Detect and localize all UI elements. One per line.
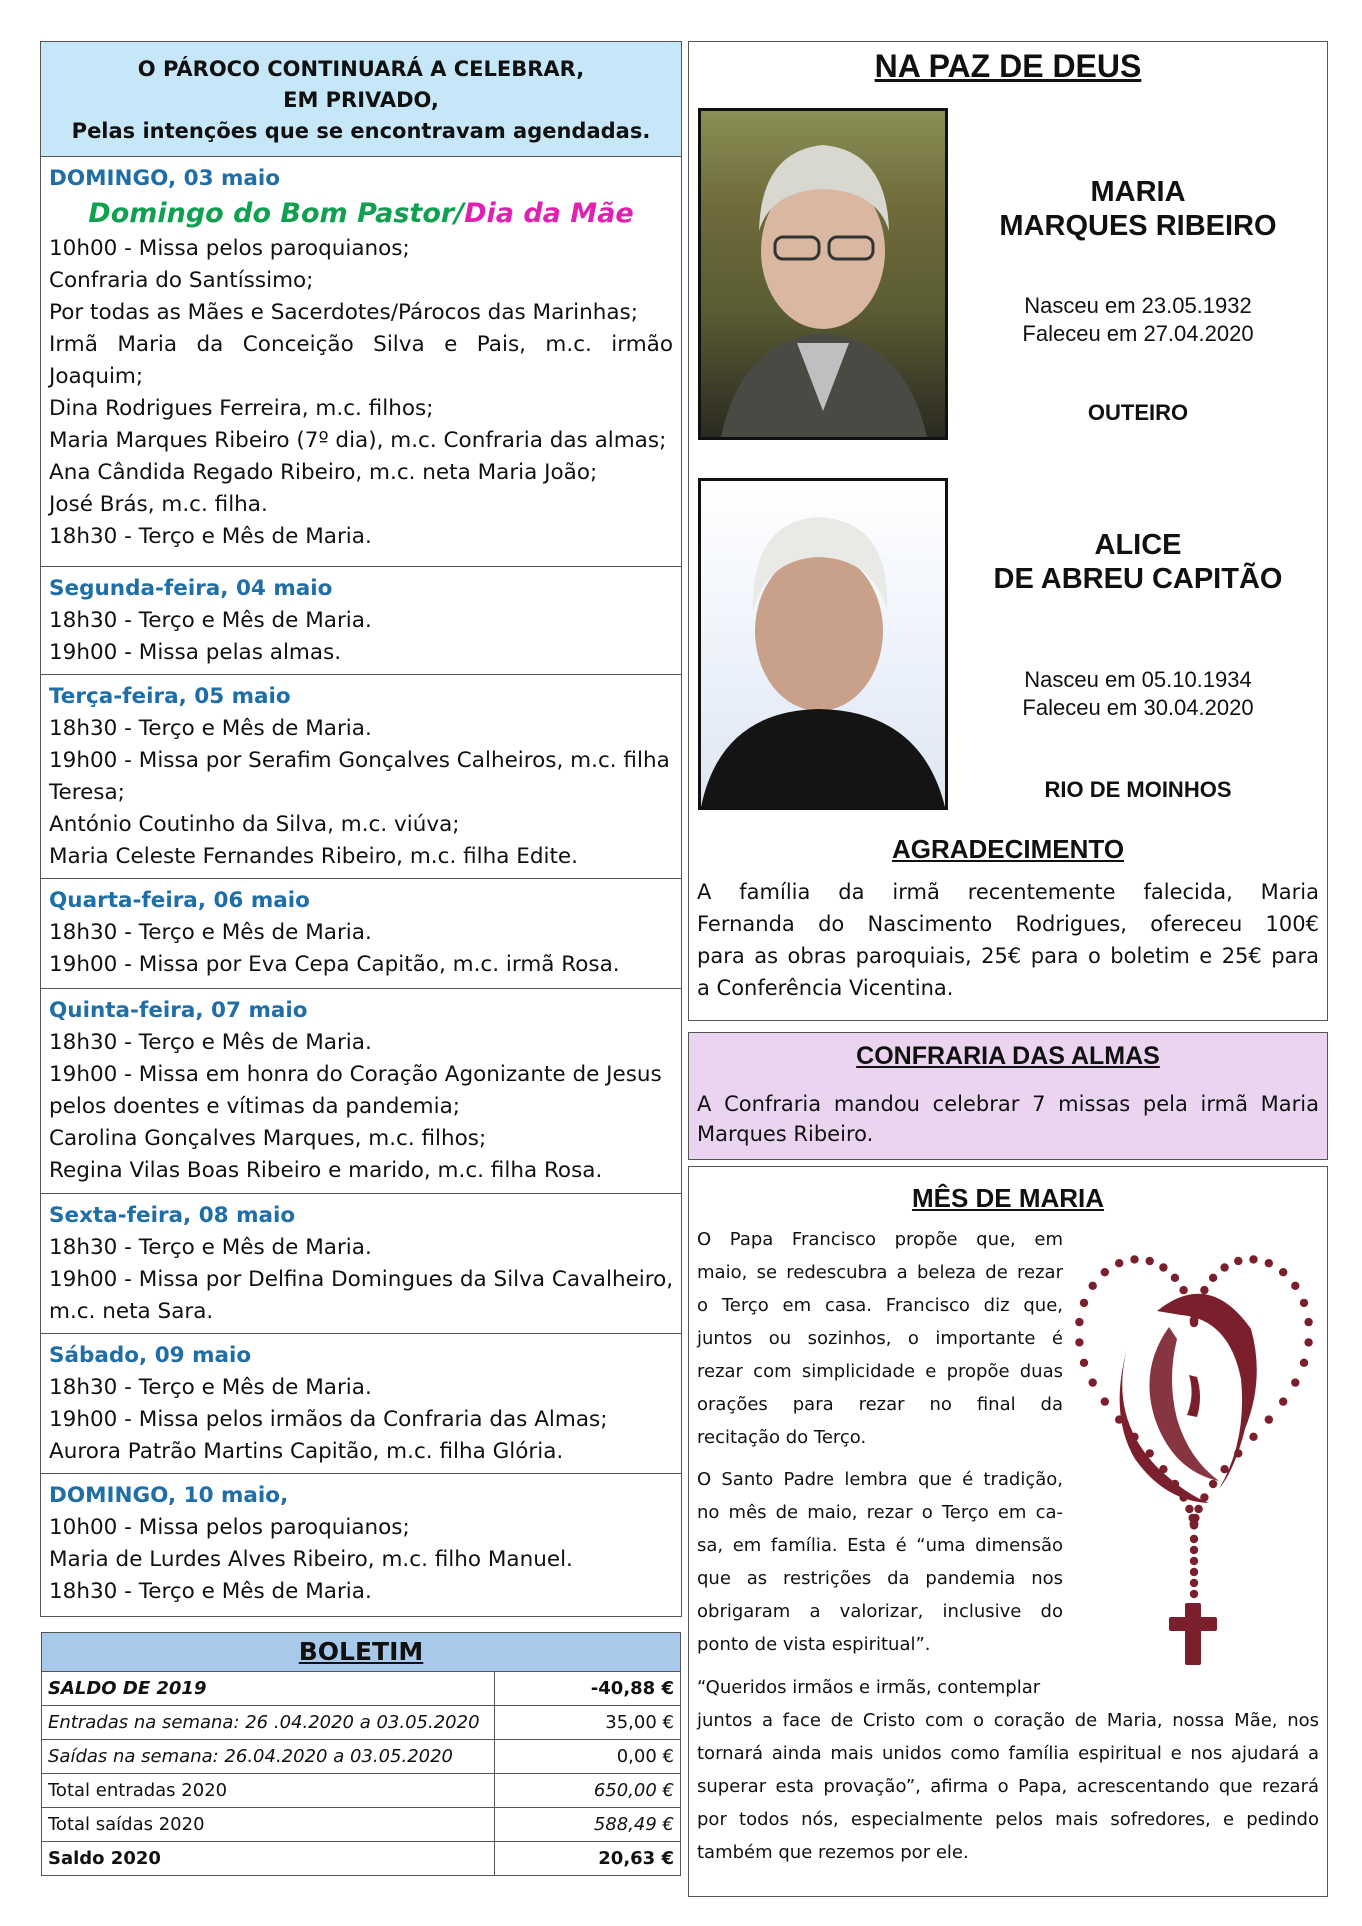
schedule-box <box>40 41 682 1617</box>
portrait-photo-maria <box>698 108 948 440</box>
name-line: MARQUES RIBEIRO <box>999 210 1277 242</box>
row-label: SALDO DE 2019 <box>42 1672 495 1706</box>
schedule-line: 18h30 - Terço e Mês de Maria. <box>49 1235 372 1260</box>
schedule-line: Regina Vilas Boas Ribeiro e marido, m.c. filha Rosa. <box>49 1158 603 1183</box>
day-heading: Sábado, 09 maio <box>49 1343 252 1368</box>
portrait-silhouette-icon <box>701 111 945 437</box>
row-label: Saldo 2020 <box>42 1842 495 1876</box>
died-date: Faleceu em 27.04.2020 <box>1022 321 1254 346</box>
schedule-line: 18h30 - Terço e Mês de Maria. <box>49 716 372 741</box>
obituary-dates-2 <box>957 666 1319 722</box>
schedule-line: Confraria do Santíssimo; <box>49 268 314 293</box>
paragraph-line: obrigaram a valorizar, inclusive do <box>697 1601 1063 1622</box>
day-heading: DOMINGO, 10 maio, <box>49 1483 289 1508</box>
boletim-title <box>41 1632 681 1672</box>
header-line: EM PRIVADO, <box>283 88 439 112</box>
schedule-header <box>41 42 681 156</box>
rosary-bead <box>1089 1282 1097 1290</box>
boletim-title-text: BOLETIM <box>298 1637 424 1666</box>
schedule-line: Ana Cândida Regado Ribeiro, m.c. neta Maria João; <box>49 460 598 485</box>
table-row <box>42 1740 681 1774</box>
obituary-name-2 <box>957 528 1319 596</box>
day-heading: Quinta-feira, 07 maio <box>49 998 308 1023</box>
rosary-bead <box>1185 1505 1193 1513</box>
table-row <box>42 1706 681 1740</box>
rosary-bead <box>1279 1268 1287 1276</box>
obituary-box <box>688 41 1328 1021</box>
subtitle-bom-pastor: Domingo do Bom Pastor/ <box>88 198 465 229</box>
rosary-bead <box>1291 1378 1299 1386</box>
schedule-line: 19h00 - Missa por Serafim Gonçalves Calheiros, m.c. filha <box>49 748 670 773</box>
confraria-title: CONFRARIA DAS ALMAS <box>856 1042 1160 1070</box>
rosary-bead <box>1146 1257 1154 1265</box>
paragraph-line: orações para rezar no final da <box>697 1394 1063 1415</box>
paragraph-line: A Confraria mandou celebrar 7 missas pela irmã Maria <box>697 1092 1319 1116</box>
paragraph-line: rezar com simplicidade e propõe duas <box>697 1361 1063 1382</box>
confraria-box <box>688 1032 1328 1160</box>
rosary-bead <box>1220 1465 1228 1473</box>
paragraph-line: tornará ainda mais unidos como família espiritual e nos ajudará a <box>697 1743 1319 1764</box>
obituary-dates-1 <box>957 292 1319 348</box>
schedule-line: Teresa; <box>49 780 125 805</box>
schedule-line: Carolina Gonçalves Marques, m.c. filhos; <box>49 1126 487 1151</box>
row-label: Total entradas 2020 <box>42 1774 495 1808</box>
rosary-bead <box>1220 1263 1228 1271</box>
schedule-line: Maria de Lurdes Alves Ribeiro, m.c. filho Manuel. <box>49 1547 573 1572</box>
day-block-sunday-10 <box>41 1473 681 1616</box>
schedule-line: 19h00 - Missa por Delfina Domingues da Silva Cavalheiro, <box>49 1267 674 1292</box>
paragraph-line: também que rezemos por ele. <box>697 1842 969 1863</box>
schedule-line: 19h00 - Missa por Eva Cepa Capitão, m.c. irmã Rosa. <box>49 952 620 977</box>
subtitle-dia-da-mae: Dia da Mãe <box>464 198 634 229</box>
schedule-line: 19h00 - Missa pelas almas. <box>49 640 342 665</box>
schedule-line: Irmã Maria da Conceição Silva e Pais, m.c. irmão <box>49 332 673 357</box>
rosary-bead <box>1209 1274 1217 1282</box>
row-value: 588,49 € <box>495 1808 681 1842</box>
name-line: MARIA <box>1090 176 1186 208</box>
row-value: 35,00 € <box>495 1706 681 1740</box>
paragraph-line: Marques Ribeiro. <box>697 1122 874 1146</box>
portrait-photo-alice <box>698 478 948 810</box>
rosary-bead <box>1190 1546 1198 1554</box>
day-block-thursday <box>41 988 681 1193</box>
day-block-tuesday <box>41 674 681 878</box>
day-heading: Quarta-feira, 06 maio <box>49 888 310 913</box>
day-heading: Terça-feira, 05 maio <box>49 684 291 709</box>
born-date: Nasceu em 23.05.1932 <box>1024 293 1252 318</box>
schedule-line: m.c. neta Sara. <box>49 1299 214 1324</box>
rosary-bead <box>1194 1505 1202 1513</box>
rosary-bead <box>1234 1257 1242 1265</box>
table-row <box>42 1808 681 1842</box>
rosary-bead <box>1190 1568 1198 1576</box>
rosary-bead <box>1101 1397 1109 1405</box>
paragraph-line: O Santo Padre lembra que é tradição, <box>697 1469 1063 1490</box>
rosary-bead <box>1304 1338 1312 1346</box>
row-value: 650,00 € <box>495 1774 681 1808</box>
rosary-bead <box>1101 1268 1109 1276</box>
row-label: Entradas na semana: 26 .04.2020 a 03.05.2020 <box>42 1706 495 1740</box>
rosary-bead <box>1190 1590 1198 1598</box>
schedule-line: Maria Celeste Fernandes Ribeiro, m.c. filha Edite. <box>49 844 578 869</box>
schedule-line: Joaquim; <box>49 364 144 389</box>
rosary-bead <box>1188 1514 1196 1522</box>
agradecimento-text <box>697 876 1319 1004</box>
row-value: -40,88 € <box>495 1672 681 1706</box>
paragraph-line: para as obras paroquiais, 25€ para o boletim e 25€ para <box>697 944 1319 968</box>
schedule-line: 18h30 - Terço e Mês de Maria. <box>49 1375 372 1400</box>
day-heading: Sexta-feira, 08 maio <box>49 1203 296 1228</box>
paragraph-line: a Conferência Vicentina. <box>697 976 954 1000</box>
day-block-sunday-03 <box>41 156 681 566</box>
row-value: 20,63 € <box>495 1842 681 1876</box>
schedule-line: 18h30 - Terço e Mês de Maria. <box>49 1579 372 1604</box>
rosary-bead <box>1200 1286 1208 1294</box>
rosary-bead <box>1265 1259 1273 1267</box>
schedule-line: Por todas as Mães e Sacerdotes/Párocos das Marinhas; <box>49 300 638 325</box>
paragraph-line: ponto de vista espiritual”. <box>697 1634 931 1655</box>
rosary-heart-icon <box>1069 1219 1319 1699</box>
paragraph-line: que as restrições da pandemia nos <box>697 1568 1063 1589</box>
rosary-bead <box>1300 1299 1308 1307</box>
rosary-bead <box>1080 1299 1088 1307</box>
schedule-line: Dina Rodrigues Ferreira, m.c. filhos; <box>49 396 434 421</box>
row-label: Saídas na semana: 26.04.2020 a 03.05.2020 <box>42 1740 495 1774</box>
rosary-bead <box>1190 1535 1198 1543</box>
rosary-bead <box>1115 1259 1123 1267</box>
mes-paragraph-2 <box>697 1463 1063 1661</box>
schedule-line: 10h00 - Missa pelos paroquianos; <box>49 1515 410 1540</box>
paragraph-line: o Terço em casa. Francisco diz que, <box>697 1295 1063 1316</box>
died-date: Faleceu em 30.04.2020 <box>1022 695 1254 720</box>
paragraph-line: por todos nós, especialmente pelos mais sofredores, e pedindo <box>697 1809 1319 1830</box>
schedule-line: 18h30 - Terço e Mês de Maria. <box>49 920 372 945</box>
day-heading: Segunda-feira, 04 maio <box>49 576 333 601</box>
rosary-bead <box>1159 1263 1167 1271</box>
agradecimento-title: AGRADECIMENTO <box>891 834 1125 864</box>
rosary-bead <box>1089 1378 1097 1386</box>
row-label: Total saídas 2020 <box>42 1808 495 1842</box>
day-heading: DOMINGO, 03 maio <box>49 166 281 191</box>
paragraph-line: Fernanda do Nascimento Rodrigues, ofereceu 100€ <box>697 912 1319 936</box>
rosary-bead <box>1179 1286 1187 1294</box>
boletim-table <box>41 1671 681 1876</box>
rosary-bead <box>1300 1359 1308 1367</box>
rosary-bead <box>1291 1282 1299 1290</box>
portrait-silhouette-icon <box>701 481 945 807</box>
schedule-line: Aurora Patrão Martins Capitão, m.c. filha Glória. <box>49 1439 564 1464</box>
rosary-bead <box>1279 1397 1287 1405</box>
name-line: DE ABREU CAPITÃO <box>993 563 1283 595</box>
paragraph-line: superar esta provação”, afirma o Papa, acrescentando que rezará <box>697 1776 1319 1797</box>
rosary-bead <box>1190 1579 1198 1587</box>
rosary-bead <box>1249 1255 1257 1263</box>
schedule-line: 18h30 - Terço e Mês de Maria. <box>49 524 372 549</box>
schedule-line: 10h00 - Missa pelos paroquianos; <box>49 236 410 261</box>
name-line: ALICE <box>1094 529 1182 561</box>
paragraph-line: “Queridos irmãos e irmãs, contemplar <box>697 1677 1041 1698</box>
table-row <box>42 1842 681 1876</box>
schedule-line: António Coutinho da Silva, m.c. viúva; <box>49 812 460 837</box>
obituary-place-1: OUTEIRO <box>1087 400 1189 425</box>
day-block-saturday <box>41 1333 681 1473</box>
rosary-bead <box>1080 1359 1088 1367</box>
mes-paragraph-3 <box>697 1671 1319 1869</box>
obituary-title: NA PAZ DE DEUS <box>874 48 1142 84</box>
paragraph-line: no mês de maio, rezar o Terço em ca- <box>697 1502 1063 1523</box>
born-date: Nasceu em 05.10.1934 <box>1024 667 1252 692</box>
table-row <box>42 1774 681 1808</box>
mes-title: MÊS DE MARIA <box>911 1183 1105 1213</box>
rosary-bead <box>1209 1480 1217 1488</box>
schedule-line: 18h30 - Terço e Mês de Maria. <box>49 608 372 633</box>
day-subtitle <box>49 195 673 233</box>
paragraph-line: sa, em família. Esta é “uma dimensão <box>697 1535 1063 1556</box>
schedule-line: Maria Marques Ribeiro (7º dia), m.c. Confraria das almas; <box>49 428 667 453</box>
schedule-line: José Brás, m.c. filha. <box>49 492 268 517</box>
paragraph-line: O Papa Francisco propõe que, em <box>697 1229 1063 1250</box>
paragraph-line: juntos a face de Cristo com o coração de Maria, nossa Mãe, nos <box>697 1710 1319 1731</box>
paragraph-line: A família da irmã recentemente falecida, Maria <box>697 880 1319 904</box>
table-row <box>42 1672 681 1706</box>
rosary-bead <box>1075 1338 1083 1346</box>
obituary-name-1 <box>957 175 1319 243</box>
rosary-bead <box>1171 1274 1179 1282</box>
rosary-bead <box>1249 1433 1257 1441</box>
paragraph-line: juntos ou sozinhos, o importante é <box>697 1328 1063 1349</box>
mes-paragraph-1 <box>697 1223 1063 1454</box>
rosary-bead <box>1190 1557 1198 1565</box>
paragraph-line: recitação do Terço. <box>697 1427 867 1448</box>
schedule-line: 19h00 - Missa em honra do Coração Agonizante de Jesus <box>49 1062 662 1087</box>
header-line: Pelas intenções que se encontravam agendadas. <box>71 119 651 143</box>
obituary-place-2: RIO DE MOINHOS <box>1044 777 1232 802</box>
schedule-line: 19h00 - Missa pelos irmãos da Confraria das Almas; <box>49 1407 608 1432</box>
rosary-bead <box>1304 1318 1312 1326</box>
row-value: 0,00 € <box>495 1740 681 1774</box>
paragraph-line: maio, se redescubra a beleza de rezar <box>697 1262 1063 1283</box>
schedule-line: 18h30 - Terço e Mês de Maria. <box>49 1030 372 1055</box>
day-block-friday <box>41 1193 681 1333</box>
day-block-monday <box>41 566 681 674</box>
confraria-text <box>697 1089 1319 1149</box>
rosary-bead <box>1130 1255 1138 1263</box>
day-block-wednesday <box>41 878 681 988</box>
rosary-bead <box>1075 1318 1083 1326</box>
schedule-line: pelos doentes e vítimas da pandemia; <box>49 1094 461 1119</box>
rosary-bead <box>1265 1415 1273 1423</box>
header-line: O PÁROCO CONTINUARÁ A CELEBRAR, <box>137 57 585 81</box>
mes-de-maria-box <box>688 1166 1328 1897</box>
